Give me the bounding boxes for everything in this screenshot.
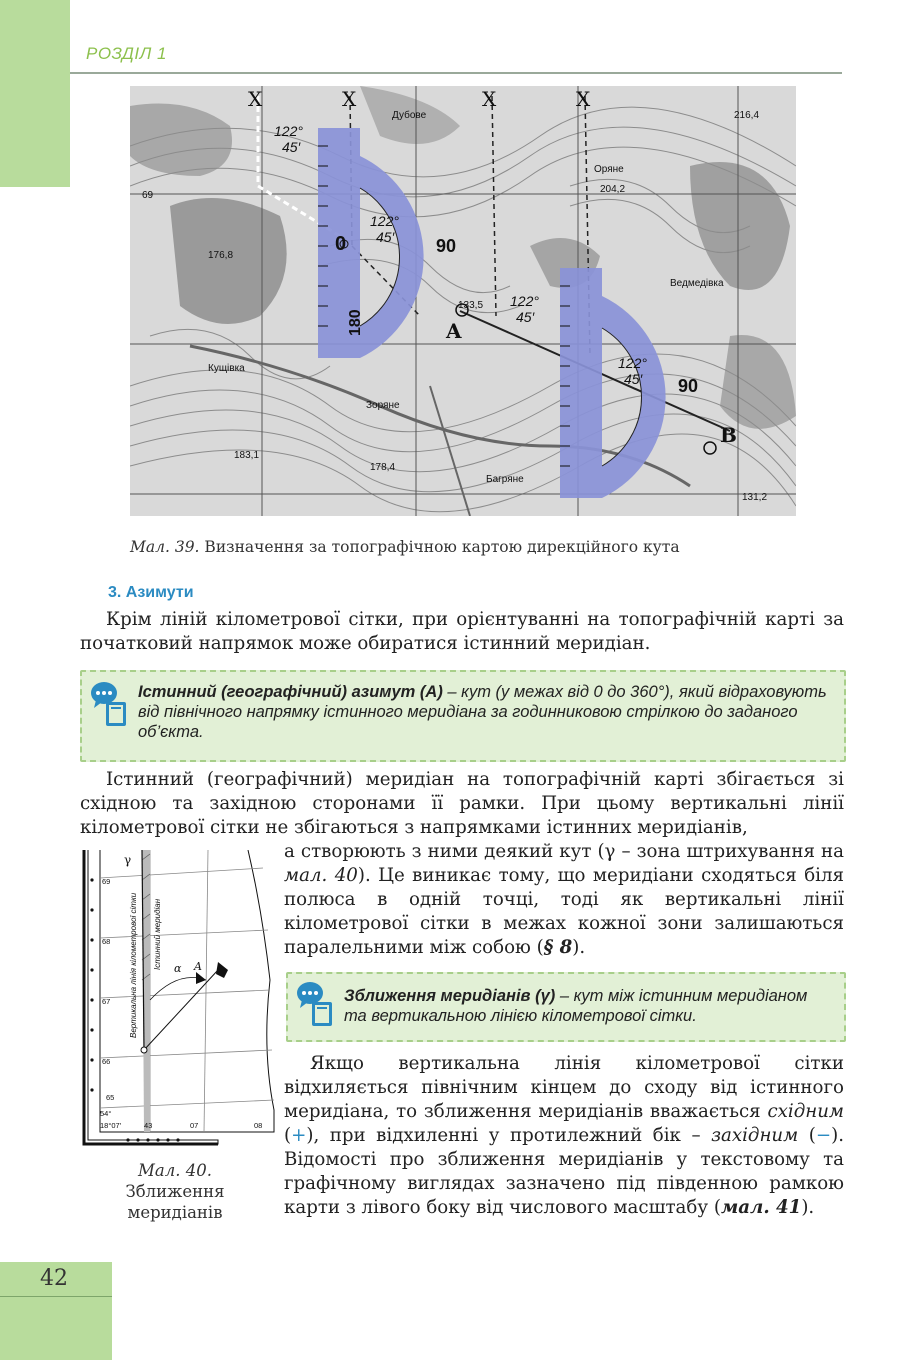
header-rule [70, 72, 842, 74]
map-village: Дубове [392, 110, 427, 121]
intro-paragraph: Крім ліній кілометрової сітки, при орієнтуванні на топографічній карті за початковий напрямок може обиратися істинний меридіан. [80, 609, 844, 654]
map-angle-deg: 122° [510, 293, 539, 309]
figure-39-caption [130, 538, 830, 556]
figure-39-text: Визначення за топографічною картою дирекційного кута [199, 538, 680, 556]
figure-40-number: Мал. 40. [138, 1161, 212, 1180]
definition-term-symbol: А [425, 683, 438, 701]
figure-39-number: Мал. 39. [130, 538, 200, 556]
map-angle-deg: 122° [370, 213, 399, 229]
map-village: Багряне [486, 474, 524, 485]
map-angle-min: 45′ [282, 139, 301, 155]
minus-sign: − [815, 1125, 832, 1146]
plus-sign: + [291, 1125, 307, 1146]
map-grid-label: 69 [142, 190, 154, 201]
figure-40-line1: Зближення [125, 1182, 225, 1201]
paragraph-text: ). Це виникає тому, що меридіани сходяться біля полюса в одній точці, тоді як вертикальні лінії кілометрової сітки в межах кожної зони залишаються паралельними між собою ( [284, 865, 844, 958]
paragraph-text: а створюють з ними деякий кут (γ – зона штрихування на [284, 841, 844, 862]
definition-term-close: ) [437, 683, 443, 701]
west-term: західним [711, 1125, 799, 1146]
definition-term: Істинний (географічний) азимут ( [138, 683, 426, 701]
speech-book-icon [296, 980, 336, 1028]
topographic-map-figure [130, 86, 796, 516]
convergence-paragraph [284, 1052, 844, 1220]
map-height: 131,2 [742, 492, 768, 503]
definition-term: Зближення меридіанів (γ) [344, 987, 556, 1005]
map-height: 204,2 [600, 184, 626, 195]
map-height: 178,4 [370, 462, 396, 473]
grid-row-label: 66 [102, 1057, 111, 1066]
map-protractor-ninety: 90 [436, 236, 457, 256]
grid-row-label: 65 [106, 1093, 115, 1102]
grid-col-label: 08 [254, 1121, 263, 1130]
grid-row-label: 68 [102, 937, 111, 946]
definition-body: – кут (у межах від 0 до 360°), який відраховують від північного напрямку істинного меридіана за годинниковою стрілкою до заданого об’єкта. [138, 683, 827, 741]
map-angle-min: 45′ [516, 309, 535, 325]
paragraph-text: ), при відхиленні у протилежний бік – [306, 1125, 712, 1146]
paragraph-text: ). Відомості про зближення меридіанів у текстовому та графічному виглядах зазначено під південною рамкою карти з лівого боку від числового масштабу ( [284, 1125, 844, 1218]
paragraph-text: ( [798, 1125, 816, 1146]
map-protractor-zero: 0 [335, 233, 347, 255]
map-height: 183,1 [234, 450, 260, 461]
map-angle-deg: 122° [618, 355, 647, 371]
speech-book-icon [90, 680, 130, 728]
figure-reference: мал. 40 [284, 865, 358, 886]
section-heading: 3. Азимути [108, 584, 194, 601]
map-protractor2-ninety: 90 [678, 376, 699, 396]
map-village: Зоряне [366, 400, 400, 411]
map-angle-min: 45′ [624, 371, 643, 387]
paragraph-text: ). [801, 1197, 815, 1218]
section-reference: § 8 [543, 937, 573, 958]
vertical-grid-line-label: Вертикальна лінія кілометрової сітки [129, 892, 138, 1038]
map-x-mark: X [342, 87, 357, 111]
definition-box-convergence [286, 972, 846, 1042]
figure-40-line2: меридіанів [127, 1203, 223, 1222]
grid-row-label: 54° [100, 1109, 112, 1118]
map-height: 216,4 [734, 110, 760, 121]
map-x-mark: X [576, 87, 591, 111]
page-number: 42 [40, 1266, 68, 1291]
section-label: РОЗДІЛ 1 [86, 44, 167, 63]
map-protractor-180: 180 [347, 309, 364, 336]
convergence-figure [78, 850, 276, 1150]
map-village: Оряне [594, 164, 624, 175]
map-point-a: A [446, 319, 462, 343]
grid-col-label: 43 [144, 1121, 153, 1130]
paragraph-text: ). [572, 937, 586, 958]
east-term: східним [767, 1101, 844, 1122]
figure-40-caption [100, 1160, 250, 1223]
grid-row-label: 67 [102, 997, 111, 1006]
grid-col-label: 07 [190, 1121, 199, 1130]
definition-box-azimuth [80, 670, 846, 762]
fig40-point-a: A [194, 960, 202, 973]
grid-col-label: 18°07′ [100, 1121, 122, 1130]
map-height: 133,5 [458, 300, 484, 311]
map-angle-min: 45′ [376, 229, 395, 245]
meridian-paragraph-continued [284, 840, 844, 960]
alpha-label: α [174, 962, 182, 975]
map-village: Ведмедівка [670, 278, 724, 289]
figure-reference: мал. 41 [720, 1197, 802, 1218]
definition-convergence-text [344, 986, 834, 1026]
paragraph-text: ( [284, 1125, 292, 1146]
chapter-tab [0, 0, 70, 187]
map-x-mark: X [248, 87, 263, 111]
meridian-paragraph: Істинний (географічний) меридіан на топографічній карті збігається зі східною та західною сторонами її рамки. При цьому вертикальні лінії кілометрової сітки не збігаються з напрямками істинних меридіанів, [80, 769, 844, 838]
definition-azimuth-text [138, 682, 834, 742]
map-x-mark: X [482, 87, 497, 111]
gamma-label: γ [124, 853, 132, 867]
map-point-b: B [720, 423, 737, 447]
true-meridian-label: Істинний меридіан [153, 898, 162, 970]
map-village: Кущівка [208, 363, 245, 374]
grid-row-label: 69 [102, 877, 111, 886]
map-height: 176,8 [208, 250, 234, 261]
paragraph-text: Якщо вертикальна лінія кілометрової сітки відхиляється північним кінцем до сходу від істинного меридіана, то зближення меридіанів вважається [284, 1053, 844, 1122]
map-angle-deg: 122° [274, 123, 303, 139]
definition-body: – кут між істинним меридіаном та вертикальною лінією кілометрової сітки. [344, 987, 808, 1025]
footer-rule [0, 1296, 112, 1297]
